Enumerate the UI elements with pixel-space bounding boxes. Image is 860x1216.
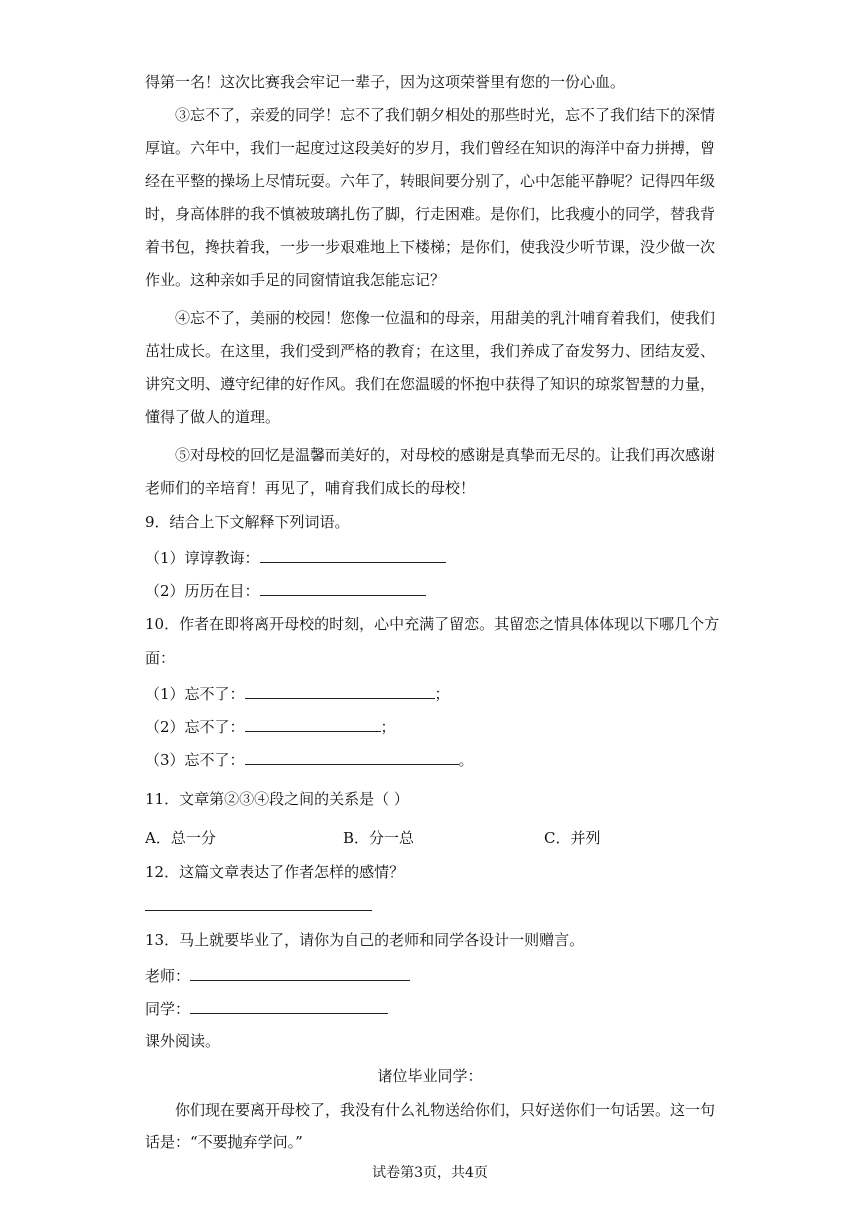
teacher-label: 老师： [145, 967, 191, 985]
page-footer: 试卷第3页，共4页 [372, 1165, 488, 1181]
answer-line[interactable] [145, 910, 372, 911]
letter-title: 诸位毕业同学： [377, 1067, 483, 1085]
question-12-stem: 12．这篇文章表达了作者怎样的感情？ [145, 863, 405, 881]
passage-line: 你们现在要离开母校了，我没有什么礼物送给你们，只好送你们一句话罢。这一句 [175, 1101, 716, 1119]
question-10-item-2-label: （2）忘不了： [145, 718, 245, 736]
passage-line: ④忘不了，美丽的校园！您像一位温和的母亲，用甜美的乳汁哺育着我们，使我们 [175, 309, 716, 327]
answer-blank[interactable] [260, 547, 446, 563]
passage-line: 茁壮成长。在这里，我们受到严格的教育；在这里，我们养成了奋发努力、团结友爱、 [145, 342, 716, 360]
question-13-stem: 13．马上就要毕业了，请你为自己的老师和同学各设计一则赠言。 [145, 931, 585, 949]
answer-blank[interactable] [245, 683, 435, 699]
question-10-item-3-label: （3）忘不了： [145, 751, 245, 769]
question-13-classmate [145, 998, 388, 1019]
answer-blank[interactable] [260, 580, 426, 596]
question-9-item-2 [145, 580, 426, 601]
answer-blank[interactable] [245, 749, 459, 765]
passage-line: 得第一名！这次比赛我会牢记一辈子，因为这项荣誉里有您的一份心血。 [145, 73, 626, 91]
passage-line: 经在平整的操场上尽情玩耍。六年了，转眼间要分别了，心中怎能平静呢？记得四年级 [145, 172, 716, 190]
question-10-item-1 [145, 683, 450, 704]
question-11-stem: 11．文章第②③④段之间的关系是（ ） [145, 790, 409, 808]
passage-line: 厚谊。六年中，我们一起度过这段美好的岁月，我们曾经在知识的海洋中奋力拼搏，曾 [145, 139, 716, 157]
punctuation: 。 [458, 751, 474, 769]
passage-line: 话是：“不要抛弃学问。” [145, 1133, 303, 1151]
answer-blank[interactable] [190, 965, 410, 981]
passage-line: 懂得了做人的道理。 [145, 408, 281, 426]
option-c[interactable]: C．并列 [544, 829, 601, 847]
passage-line: 时，身高体胖的我不慎被玻璃扎伤了脚，行走困难。是你们，比我瘦小的同学，替我背 [145, 205, 716, 223]
answer-blank[interactable] [190, 998, 388, 1014]
passage-line: 老师们的辛培育！再见了，哺育我们成长的母校！ [145, 479, 476, 497]
question-9-item-1-label: （1）谆谆教诲： [145, 549, 260, 567]
passage-line: 作业。这种亲如手足的同窗情谊我怎能忘记？ [145, 271, 446, 289]
question-10-stem: 面： [145, 649, 176, 667]
question-10-item-1-label: （1）忘不了： [145, 685, 245, 703]
question-13-teacher [145, 965, 410, 986]
question-10-item-3 [145, 749, 474, 770]
answer-blank[interactable] [245, 716, 381, 732]
question-10-stem: 10．作者在即将离开母校的时刻，心中充满了留恋。其留恋之情具体体现以下哪几个方 [145, 615, 720, 633]
passage-line: 着书包，搀扶着我，一步一步艰难地上下楼梯；是你们，使我没少听节课，没少做一次 [145, 238, 716, 256]
classmate-label: 同学： [145, 1000, 191, 1018]
option-a[interactable]: A．总一分 [145, 829, 216, 847]
question-9-stem: 9．结合上下文解释下列词语。 [145, 513, 350, 531]
question-10-item-2 [145, 716, 396, 737]
punctuation: ； [380, 718, 396, 736]
section-heading: 课外阅读。 [145, 1032, 221, 1050]
passage-line: ⑤对母校的回忆是温馨而美好的，对母校的感谢是真挚而无尽的。让我们再次感谢 [175, 446, 716, 464]
passage-line: 讲究文明、遵守纪律的好作风。我们在您温暖的怀抱中获得了知识的琼浆智慧的力量， [145, 375, 716, 393]
punctuation: ； [434, 685, 450, 703]
question-9-item-2-label: （2）历历在目： [145, 582, 260, 600]
question-9-item-1 [145, 547, 446, 568]
passage-line: ③忘不了，亲爱的同学！忘不了我们朝夕相处的那些时光，忘不了我们结下的深情 [175, 106, 716, 124]
option-b[interactable]: B．分一总 [343, 829, 415, 847]
